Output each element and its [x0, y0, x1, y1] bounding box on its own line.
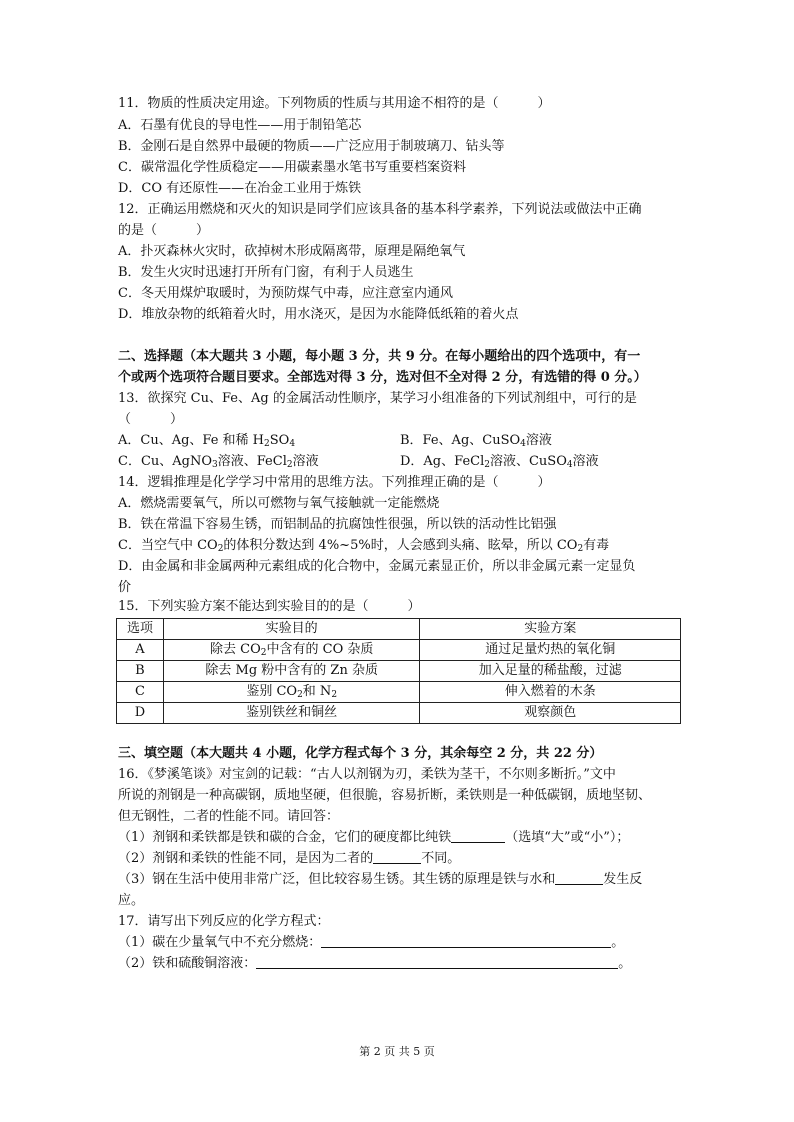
q16-stem-line1: 16．《梦溪笔谈》对宝剑的记载：“古人以剂钢为刃，柔铁为茎干，不尔则多断折。”文中 [118, 767, 616, 782]
section3-heading: 三、填空题（本大题共 4 小题，化学方程式每个 3 分，其余每空 2 分，共 22 分） [118, 746, 603, 761]
section2-heading-line1: 二、选择题（本大题共 3 小题，每小题 3 分，共 9 分。在每小题给出的四个选项中，有一 [118, 349, 641, 364]
table-row [117, 682, 681, 703]
q13-stem-line2: （ ） [118, 412, 184, 427]
q13-option-b: B．Fe、Ag、CuSO$_4$溶液 [400, 433, 552, 449]
q14-stem: 14．逻辑推理是化学学习中常用的思维方法。下列推理正确的是（ ） [118, 475, 551, 490]
q13-stem-line1: 13．欲探究 Cu、Fe、Ag 的金属活动性顺序，某学习小组准备的下列试剂组中，可行的是 [118, 391, 637, 406]
q12-stem-line2: 的是（ ） [118, 223, 210, 238]
q14-option-b: B．铁在常温下容易生锈，而铝制品的抗腐蚀性很强，所以铁的活动性比铝强 [118, 517, 557, 532]
q16-part3: （3）钢在生活中使用非常广泛，但比较容易生锈。其生锈的原理是铁与水和 发生反 [118, 872, 643, 887]
q14-option-c: C．当空气中 $CO_2$的体积分数达到 4%~5%时，人会感到头痛、眩晕，所以 $CO_2$有毒 [118, 538, 610, 554]
q11-stem: 11．物质的性质决定用途。下列物质的性质与其用途不相符的是（ ） [118, 96, 551, 111]
q12-option-d: D．堆放杂物的纸箱着火时，用水浇灭，是因为水能降低纸箱的着火点 [118, 307, 519, 322]
q17-part2: （2）铁和硫酸铜溶液： 。 [118, 956, 632, 971]
q15-stem: 15．下列实验方案不能达到实验目的的是（ ） [118, 599, 421, 614]
q16-part3-line2: 应。 [118, 893, 145, 908]
table-header-row [117, 619, 681, 640]
q12-stem-line1: 12．正确运用燃烧和灭火的知识是同学们应该具备的基本科学素养，下列说法或做法中正确 [118, 202, 642, 217]
q13-option-c: C．Cu、AgNO$_3$溶液、FeCl$_2$溶液 [118, 454, 319, 470]
table-cell-plan: 伸入燃着的木条 [420, 682, 681, 703]
q13-option-a: A．Cu、Ag、Fe 和稀 $H_2SO_4$ [118, 433, 296, 449]
table-row [117, 640, 681, 661]
q11-option-d: D．CO 有还原性——在冶金工业用于炼铁 [118, 181, 362, 196]
table-cell-purpose: 除去 Mg 粉中含有的 Zn 杂质 [163, 661, 420, 682]
table-cell-purpose: 鉴别铁丝和铜丝 [163, 703, 420, 724]
table-header-purpose: 实验目的 [163, 619, 420, 640]
q11-option-b: B．金刚石是自然界中最硬的物质——广泛应用于制玻璃刀、钻头等 [118, 139, 505, 154]
table-header-plan: 实验方案 [420, 619, 681, 640]
answer-blank[interactable] [451, 829, 505, 843]
q14-option-d-line2: 价 [118, 580, 132, 595]
table-cell-plan: 观察颜色 [420, 703, 681, 724]
answer-blank[interactable] [373, 850, 421, 864]
q16-stem-line2: 所说的剂钢是一种高碳钢，质地坚硬，但很脆，容易折断，柔铁则是一种低碳钢，质地坚韧、 [118, 788, 652, 803]
q17-part1: （1）碳在少量氧气中不充分燃烧： 。 [118, 935, 625, 950]
q16-stem-line3: 但无钢性，二者的性能不同。请回答： [118, 809, 340, 824]
table-row [117, 703, 681, 724]
table-cell-purpose: 除去 $CO_2$中含有的 CO 杂质 [163, 640, 420, 661]
table-header-option: 选项 [117, 619, 164, 640]
table-cell-option: A [117, 640, 164, 661]
q14-option-a: A．燃烧需要氧气，所以可燃物与氧气接触就一定能燃烧 [118, 496, 440, 511]
page-footer: 第 2 页 共 5 页 [359, 1045, 435, 1058]
table-cell-plan: 加入足量的稀盐酸，过滤 [420, 661, 681, 682]
table-cell-option: D [117, 703, 164, 724]
section2-heading-line2: 个或两个选项符合题目要求。全部选对得 3 分，选对但不全对得 2 分，有选错的得 0 分。） [118, 370, 647, 385]
table-cell-option: B [117, 661, 164, 682]
answer-blank[interactable] [555, 871, 603, 885]
table-row [117, 661, 681, 682]
answer-blank[interactable] [256, 955, 618, 969]
q16-part2: （2）剂钢和柔铁的性能不同，是因为二者的 不同。 [118, 851, 461, 866]
q13-option-d: D．Ag、FeCl$_2$溶液、CuSO$_4$溶液 [400, 454, 599, 470]
q11-option-a: A．石墨有优良的导电性——用于制铅笔芯 [118, 118, 362, 133]
q12-option-c: C．冬天用煤炉取暖时，为预防煤气中毒，应注意室内通风 [118, 286, 453, 301]
q12-option-a: A．扑灭森林火灾时，砍掉树木形成隔离带，原理是隔绝氧气 [118, 244, 466, 259]
q17-stem: 17．请写出下列反应的化学方程式： [118, 914, 330, 929]
q16-part1: （1）剂钢和柔铁都是铁和碳的合金，它们的硬度都比纯铁 （选填“大”或“小”）； [118, 830, 630, 845]
q14-option-d-line1: D．由金属和非金属两种元素组成的化合物中，金属元素显正价，所以非金属元素一定显负 [118, 559, 636, 574]
q11-option-c: C．碳常温化学性质稳定——用碳素墨水笔书写重要档案资料 [118, 160, 466, 175]
table-cell-option: C [117, 682, 164, 703]
table-cell-purpose: 鉴别 $CO_2$和 $N_2$ [163, 682, 420, 703]
q12-option-b: B．发生火灾时迅速打开所有门窗，有利于人员逃生 [118, 265, 414, 280]
experiment-table [116, 618, 681, 724]
table-cell-plan: 通过足量灼热的氧化铜 [420, 640, 681, 661]
answer-blank[interactable] [321, 934, 611, 948]
